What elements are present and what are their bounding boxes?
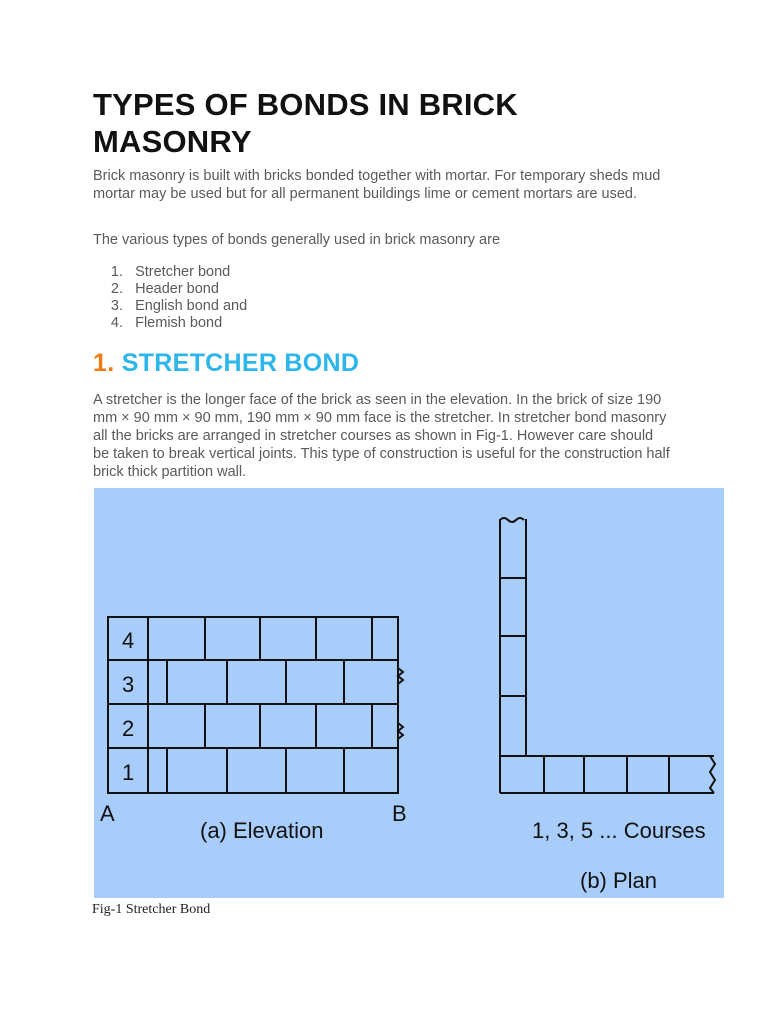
stretcher-bond-diagram (94, 488, 724, 898)
course-label: 4 (122, 628, 135, 653)
list-item-label: Stretcher bond (135, 264, 231, 280)
point-a-label: A (100, 801, 115, 826)
list-item-label: English bond and (135, 298, 248, 314)
page-title: TYPES OF BONDS IN BRICK MASONRY (93, 87, 518, 159)
break-mark (710, 756, 715, 793)
courses-label: 1, 3, 5 ... Courses (532, 818, 706, 843)
list-intro-paragraph: The various types of bonds generally used in brick masonry are (93, 232, 501, 248)
list-item (93, 315, 247, 332)
course-label: 3 (122, 672, 135, 697)
figure-caption: Fig-1 Stretcher Bond (92, 902, 211, 917)
stretcher-bond-paragraph: A stretcher is the longer face of the brick as seen in the elevation. In the brick of size 190 mm × 90 mm × 90 mm, 190 mm × 90 mm face is the stretcher. In stretcher bond masonry all the bricks are arranged in stretcher courses as shown in Fig-1. However care should be taken to break vertical joints. This type of construction is useful for the construction half brick thick partition wall. (93, 392, 670, 480)
elevation-label: (a) Elevation (200, 818, 324, 843)
bond-types-list (93, 264, 247, 332)
list-item (93, 298, 247, 315)
section-heading-stretcher-bond (93, 347, 359, 379)
break-mark (500, 518, 524, 522)
point-b-label: B (392, 801, 407, 826)
course-label: 1 (122, 760, 135, 785)
list-item-number: 2. (110, 281, 123, 297)
course-label: 2 (122, 716, 135, 741)
list-item-number: 4. (110, 315, 123, 331)
intro-paragraph: Brick masonry is built with bricks bonded together with mortar. For temporary sheds mud mortar may be used but for all permanent buildings lime or cement mortars are used. (93, 168, 661, 202)
list-item (93, 281, 247, 298)
section-number: 1. (93, 349, 115, 377)
section-title: STRETCHER BOND (121, 349, 360, 377)
list-item (93, 264, 247, 281)
list-item-label: Flemish bond (135, 315, 223, 331)
stretcher-bond-figure (94, 488, 724, 898)
list-item-label: Header bond (135, 281, 219, 297)
plan-label: (b) Plan (580, 868, 658, 893)
list-item-number: 3. (110, 298, 123, 314)
list-item-number: 1. (110, 264, 123, 280)
